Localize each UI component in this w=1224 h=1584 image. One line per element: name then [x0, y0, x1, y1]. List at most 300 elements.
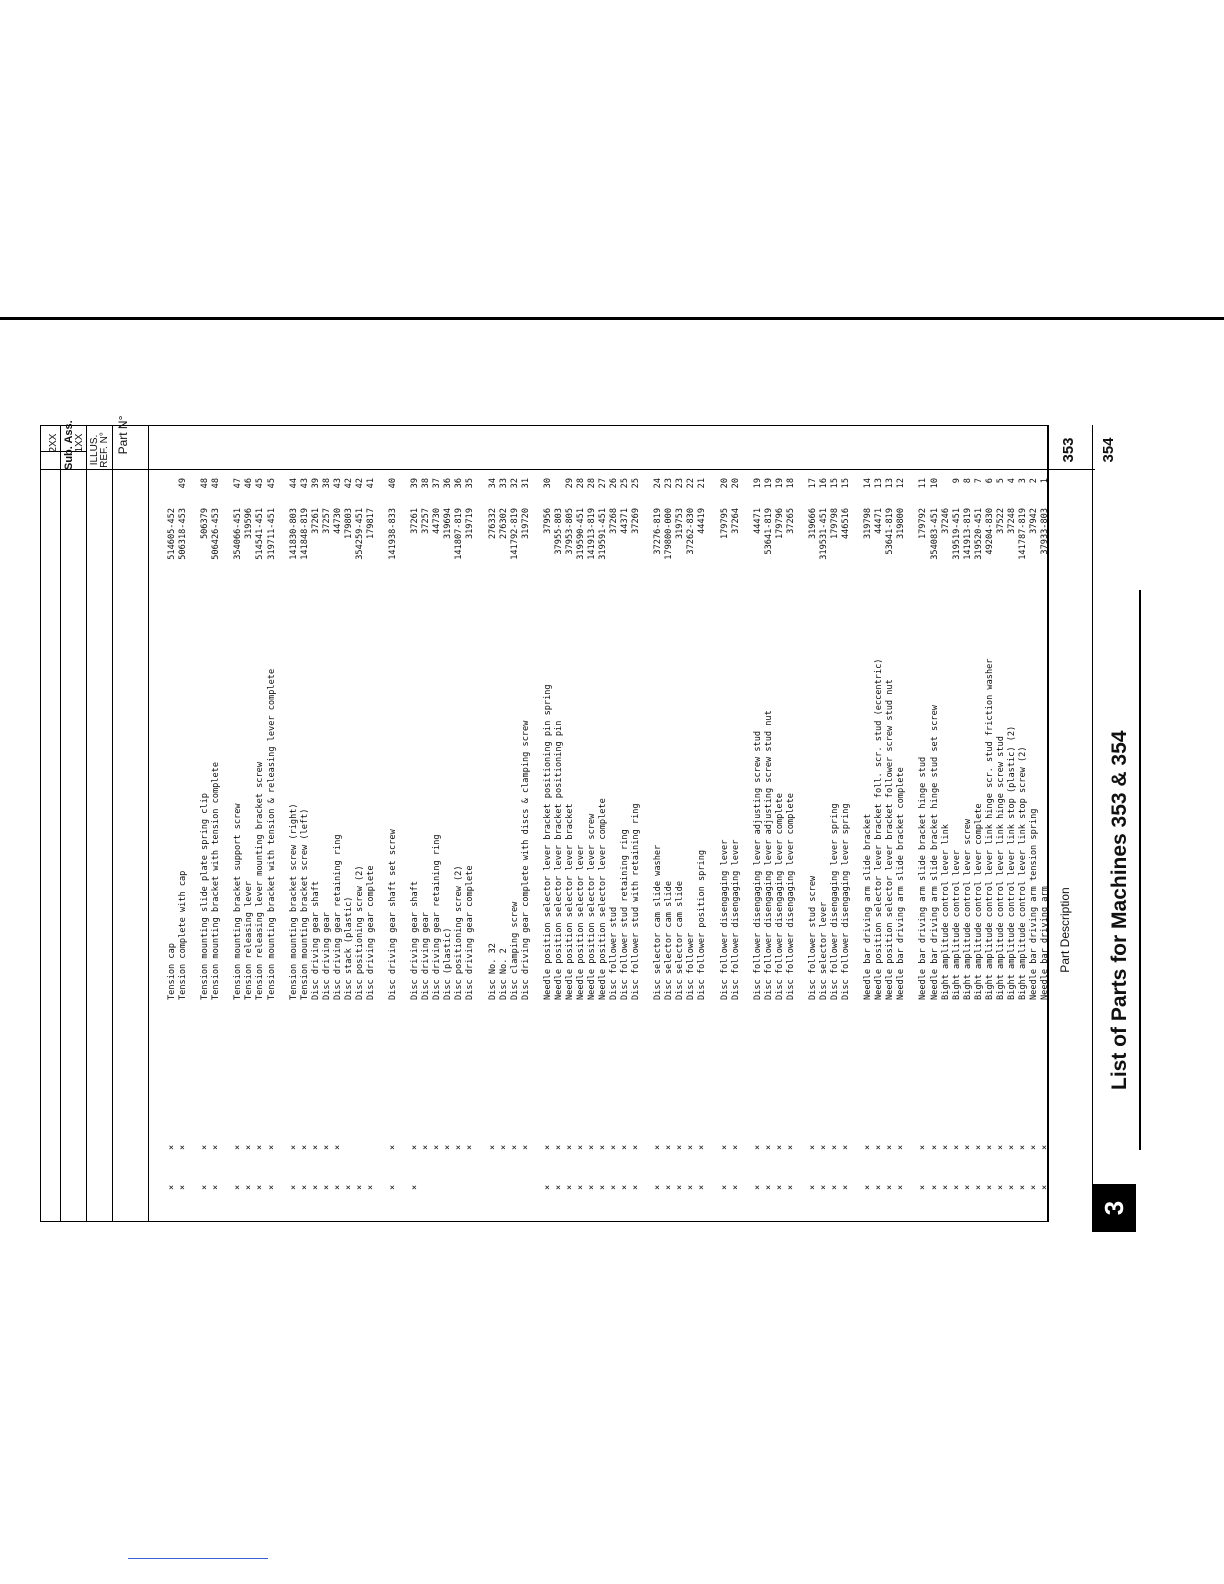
mark-353: × — [299, 1144, 310, 1150]
header-part-no: Part N° — [116, 415, 130, 455]
ref-number: 39 — [410, 478, 421, 489]
mark-354: × — [697, 1184, 708, 1190]
part-description: Needle position selector lever bracket follower screw stud nut — [885, 679, 896, 1000]
mark-354: × — [653, 1184, 664, 1190]
part-description: Tension mounting bracket with tension complete — [211, 762, 222, 1000]
ref-number: 36 — [454, 478, 465, 489]
ref-number: 25 — [620, 478, 631, 489]
mark-353: × — [730, 1144, 741, 1150]
part-description: Disc selector cam slide washer — [653, 844, 664, 1000]
part-number: 141830-803 — [288, 508, 299, 560]
mark-353: × — [863, 1144, 874, 1150]
part-description: Needle position selector lever — [575, 844, 586, 1000]
mark-354: × — [1006, 1184, 1017, 1190]
mark-353: × — [421, 1144, 432, 1150]
mark-353: × — [1006, 1144, 1017, 1150]
ref-number: 19 — [752, 478, 763, 489]
part-description: Disc positioning screw (2) — [354, 865, 365, 1000]
part-description: Disc stack (plastic) — [343, 896, 354, 1000]
mark-354: × — [918, 1184, 929, 1190]
mark-353: × — [575, 1144, 586, 1150]
ref-number: 38 — [321, 478, 332, 489]
part-description: Tension mounting bracket with tension & releasing lever complete — [266, 668, 277, 1000]
part-description: Disc follower stud with retaining ring — [631, 803, 642, 1000]
mark-354: × — [365, 1184, 376, 1190]
mark-354: × — [719, 1184, 730, 1190]
part-number: 319590-451 — [575, 508, 586, 560]
mark-353: × — [388, 1144, 399, 1150]
part-number: 319531-451 — [819, 508, 829, 560]
ref-number: 28 — [586, 478, 597, 489]
ref-number: 19 — [774, 478, 785, 489]
mark-354: × — [863, 1184, 874, 1190]
ref-number: 38 — [421, 478, 432, 489]
mark-353: × — [995, 1144, 1006, 1150]
ref-number: 3 — [1017, 478, 1028, 484]
part-description: Bight amplitude control lever link stop (plastic) (2) — [1006, 725, 1017, 1000]
part-number: 276302 — [498, 508, 509, 540]
part-number: 506318-453 — [178, 508, 189, 560]
mark-353: × — [520, 1144, 531, 1150]
part-description: Tension mounting bracket screw (left) — [299, 808, 310, 1000]
part-description: Disc driving gear complete — [365, 865, 376, 1000]
part-description: Disc follower disengaging lever complete — [774, 793, 785, 1000]
ref-number: 20 — [719, 478, 730, 489]
part-number: 319596 — [244, 508, 255, 540]
part-number: 141913-819 — [586, 508, 597, 560]
mark-354: × — [178, 1184, 189, 1190]
mark-354: × — [310, 1184, 321, 1190]
part-description: Disc follower stud retaining ring — [620, 829, 631, 1000]
page-badge: 3 — [1092, 1184, 1136, 1232]
part-number: 506426-453 — [211, 508, 222, 560]
mark-354: × — [1017, 1184, 1028, 1190]
ref-number: 34 — [487, 478, 498, 489]
part-number: 514605-452 — [167, 508, 178, 560]
mark-353: × — [719, 1144, 730, 1150]
part-number: 506379 — [200, 508, 211, 540]
mark-354: × — [1040, 1184, 1050, 1190]
mark-354: × — [564, 1184, 575, 1190]
ref-number: 45 — [255, 478, 266, 489]
part-description: Needle bar driving arm slide bracket hinge stud set screw — [929, 705, 940, 1000]
mark-353: × — [598, 1144, 608, 1150]
mark-354: × — [553, 1184, 564, 1190]
ref-number: 44 — [288, 478, 299, 489]
ref-number: 23 — [664, 478, 675, 489]
mark-354: × — [1028, 1184, 1039, 1190]
ref-number: 43 — [299, 478, 310, 489]
part-description: Bight amplitude control lever link — [940, 824, 951, 1000]
mark-354: × — [631, 1184, 642, 1190]
mark-353: × — [586, 1144, 597, 1150]
rotated-page — [0, 324, 1224, 1584]
ref-number: 43 — [332, 478, 343, 489]
part-description: Tension mounting slide plate spring clip — [200, 793, 211, 1000]
ref-number: 37 — [432, 478, 443, 489]
mark-353: × — [564, 1144, 575, 1150]
part-description: Disc follower disengaging lever spring — [830, 803, 841, 1000]
ref-number: 48 — [211, 478, 222, 489]
part-description: Disc selector cam slide — [675, 881, 686, 1000]
mark-354: × — [819, 1184, 829, 1190]
part-number: 37268 — [609, 508, 620, 534]
part-description: Disc No. 32 — [487, 943, 498, 1000]
mark-353: × — [167, 1144, 178, 1150]
mark-353: × — [653, 1144, 664, 1150]
mark-353: × — [454, 1144, 465, 1150]
header-part-desc: Part Description — [1058, 887, 1072, 973]
ref-number: 32 — [509, 478, 520, 489]
mark-353: × — [266, 1144, 277, 1150]
part-number: 37264 — [730, 508, 741, 534]
mark-354: × — [686, 1184, 697, 1190]
part-number: 319800 — [896, 508, 907, 540]
mark-354: × — [343, 1184, 354, 1190]
mark-354: × — [410, 1184, 421, 1190]
mark-353: × — [697, 1144, 708, 1150]
mark-353: × — [984, 1144, 995, 1150]
part-description: Disc driving gear shaft — [410, 881, 421, 1000]
ref-number: 10 — [929, 478, 940, 489]
part-number: 514541-451 — [255, 508, 266, 560]
part-number: 319719 — [465, 508, 476, 540]
part-number: 49204-830 — [984, 508, 995, 555]
part-description: Tension mounting bracket support screw — [233, 803, 244, 1000]
ref-number: 29 — [564, 478, 575, 489]
ref-number: 1 — [1040, 478, 1050, 484]
part-description: Disc follower disengaging lever complete — [785, 793, 796, 1000]
part-description: Bight amplitude control lever link hinge scr. stud friction washer — [984, 658, 995, 1000]
mark-354: × — [609, 1184, 620, 1190]
mark-354: × — [266, 1184, 277, 1190]
header-sub-ass: Sub. Ass. — [63, 420, 75, 470]
part-number: 179817 — [365, 508, 376, 540]
part-number: 37261 — [410, 508, 421, 534]
mark-354: × — [167, 1184, 178, 1190]
part-number: 37265 — [785, 508, 796, 534]
part-number: 179796 — [774, 508, 785, 540]
part-description: Disc driving gear shaft set screw — [388, 829, 399, 1000]
mark-354: × — [255, 1184, 266, 1190]
mark-354: × — [288, 1184, 299, 1190]
part-number: 319519-451 — [951, 508, 962, 560]
mark-354: × — [984, 1184, 995, 1190]
ref-number: 5 — [995, 478, 1006, 484]
mark-353: × — [233, 1144, 244, 1150]
mark-353: × — [951, 1144, 962, 1150]
part-description: Needle position selector lever screw — [586, 813, 597, 1000]
mark-354: × — [598, 1184, 608, 1190]
mark-354: × — [200, 1184, 211, 1190]
ref-number: 41 — [365, 478, 376, 489]
mark-353: × — [918, 1144, 929, 1150]
ref-number: 26 — [609, 478, 620, 489]
part-number: 319720 — [520, 508, 531, 540]
mark-354: × — [774, 1184, 785, 1190]
part-description: Bight amplitude control lever link hinge screw stud — [995, 736, 1006, 1000]
mark-353: × — [830, 1144, 841, 1150]
mark-354: × — [664, 1184, 675, 1190]
ref-number: 8 — [962, 478, 973, 484]
mark-353: × — [609, 1144, 620, 1150]
ref-number: 20 — [730, 478, 741, 489]
ref-number: 28 — [575, 478, 586, 489]
part-description: Disc follower — [686, 932, 697, 1000]
part-number: 354259-451 — [354, 508, 365, 560]
part-description: Tension mounting bracket screw (right) — [288, 803, 299, 1000]
mark-353: × — [929, 1144, 940, 1150]
mark-353: × — [896, 1144, 907, 1150]
col-sep-354 — [1092, 425, 1093, 1222]
part-description: Bight amplitude control lever complete — [973, 803, 984, 1000]
mark-354: × — [321, 1184, 332, 1190]
part-description: Disc selector cam slide — [664, 881, 675, 1000]
ref-number: 4 — [1006, 478, 1017, 484]
part-description: Disc No. 2 — [498, 948, 509, 1000]
mark-353: × — [785, 1144, 796, 1150]
part-description: Disc driving gear retaining ring — [332, 834, 343, 1000]
ref-number: 15 — [830, 478, 841, 489]
mark-354: × — [586, 1184, 597, 1190]
part-number: 141848-819 — [299, 508, 310, 560]
part-number: 37257 — [421, 508, 432, 534]
mark-353: × — [553, 1144, 564, 1150]
mark-353: × — [774, 1144, 785, 1150]
part-description: Disc follower disengaging lever — [730, 839, 741, 1000]
ref-number: 35 — [465, 478, 476, 489]
part-number: 44471 — [752, 508, 763, 534]
mark-353: × — [940, 1144, 951, 1150]
mark-353: × — [752, 1144, 763, 1150]
mark-353: × — [962, 1144, 973, 1150]
mark-354: × — [896, 1184, 907, 1190]
part-number: 179792 — [918, 508, 929, 540]
ref-number: 9 — [951, 478, 962, 484]
part-description: Disc selector lever — [819, 901, 829, 1000]
part-number: 319591-451 — [598, 508, 608, 560]
mark-354: × — [211, 1184, 222, 1190]
mark-353: × — [410, 1144, 421, 1150]
mark-354: × — [962, 1184, 973, 1190]
mark-353: × — [321, 1144, 332, 1150]
mark-353: × — [465, 1144, 476, 1150]
part-description: Disc follower disengaging lever spring — [841, 803, 852, 1000]
ref-number: 31 — [520, 478, 531, 489]
mark-353: × — [211, 1144, 222, 1150]
part-number: 53641-819 — [763, 508, 774, 555]
mark-353: × — [288, 1144, 299, 1150]
mark-354: × — [575, 1184, 586, 1190]
mark-353: × — [819, 1144, 829, 1150]
ref-number: 18 — [785, 478, 796, 489]
mark-353: × — [885, 1144, 896, 1150]
part-number: 37522 — [995, 508, 1006, 534]
part-description: Disc follower stud screw — [807, 875, 818, 1000]
ref-number: 42 — [354, 478, 365, 489]
ref-number: 12 — [896, 478, 907, 489]
mark-353: × — [1028, 1144, 1039, 1150]
header-353: 353 — [1060, 437, 1077, 463]
mark-354: × — [752, 1184, 763, 1190]
part-description: Disc driving gear retaining ring — [432, 834, 443, 1000]
mark-354: × — [874, 1184, 885, 1190]
part-description: Tension releasing lever mounting bracket screw — [255, 762, 266, 1000]
header-354: 354 — [1100, 437, 1117, 463]
part-number: 44730 — [332, 508, 343, 534]
mark-353: × — [807, 1144, 818, 1150]
header-1xx: 1XX — [74, 433, 85, 453]
part-description: Disc driving gear complete with discs & clamping screw — [520, 720, 531, 1000]
part-number: 354066-451 — [233, 508, 244, 560]
mark-354: × — [951, 1184, 962, 1190]
part-description: Needle position selector lever bracket — [564, 803, 575, 1000]
part-description: Bight amplitude control lever screw — [962, 818, 973, 1000]
mark-353: × — [686, 1144, 697, 1150]
part-number: 319694 — [443, 508, 454, 540]
part-number: 276332 — [487, 508, 498, 540]
ref-number: 40 — [388, 478, 399, 489]
header-separator — [40, 469, 1095, 470]
part-description: Needle bar driving arm slide bracket — [863, 813, 874, 1000]
part-number: 319666 — [807, 508, 818, 540]
mark-354: × — [807, 1184, 818, 1190]
part-description: Tension cap — [167, 943, 178, 1000]
part-number: 37246 — [940, 508, 951, 534]
ref-number: 16 — [819, 478, 829, 489]
mark-353: × — [631, 1144, 642, 1150]
part-number: 354083-451 — [929, 508, 940, 560]
part-description: Disc positioning screw (2) — [454, 865, 465, 1000]
part-number: 179798 — [830, 508, 841, 540]
header-2xx: 2XX — [48, 433, 59, 453]
mark-353: × — [763, 1144, 774, 1150]
mark-353: × — [443, 1144, 454, 1150]
mark-354: × — [354, 1184, 365, 1190]
part-number: 179803 — [343, 508, 354, 540]
mark-354: × — [244, 1184, 255, 1190]
part-number: 37262-830 — [686, 508, 697, 555]
mark-353: × — [310, 1144, 321, 1150]
part-number: 44730 — [432, 508, 443, 534]
ref-number: 7 — [973, 478, 984, 484]
part-number: 37933-803 — [1040, 508, 1050, 555]
ref-number: 42 — [343, 478, 354, 489]
ref-number: 33 — [498, 478, 509, 489]
part-description: Needle position selector lever bracket foll. scr. stud (eccentric) — [874, 658, 885, 1000]
part-number: 319753 — [675, 508, 686, 540]
part-number: 179795 — [719, 508, 730, 540]
ref-number: 15 — [841, 478, 852, 489]
part-number: 37261 — [310, 508, 321, 534]
col-sep-1xx — [86, 425, 87, 1222]
part-description: Needle position selector lever bracket positioning pin — [553, 720, 564, 1000]
mark-353: × — [874, 1144, 885, 1150]
ref-number: 45 — [266, 478, 277, 489]
part-description: Disc follower stud — [609, 906, 620, 1000]
part-number: 319711-451 — [266, 508, 277, 560]
mark-353: × — [675, 1144, 686, 1150]
ref-number: 23 — [675, 478, 686, 489]
ref-number: 19 — [763, 478, 774, 489]
part-number: 141787-819 — [1017, 508, 1028, 560]
col-sep-ref — [112, 425, 113, 1222]
mark-354: × — [299, 1184, 310, 1190]
part-number: 37953-805 — [564, 508, 575, 555]
ref-number: 25 — [631, 478, 642, 489]
ref-number: 48 — [200, 478, 211, 489]
page-title: List of Parts for Machines 353 & 354 — [1108, 730, 1131, 1090]
mark-354: × — [830, 1184, 841, 1190]
part-description: Tension releasing lever — [244, 881, 255, 1000]
part-description: Disc follower position spring — [697, 849, 708, 1000]
part-description: Tension complete with cap — [178, 870, 189, 1000]
part-number: 141807-819 — [454, 508, 465, 560]
part-number: 53641-819 — [885, 508, 896, 555]
part-number: 44419 — [697, 508, 708, 534]
mark-353: × — [1040, 1144, 1050, 1150]
header-ref: ILLUS. REF. N° — [89, 432, 110, 468]
mark-353: × — [542, 1144, 553, 1150]
mark-353: × — [432, 1144, 443, 1150]
mark-354: × — [940, 1184, 951, 1190]
part-number: 319798 — [863, 508, 874, 540]
col-sep-sub — [60, 425, 61, 1222]
title-rule — [1139, 590, 1141, 1150]
part-description: Disc driving gear — [321, 912, 332, 1000]
part-number: 446516 — [841, 508, 852, 540]
ref-number: 47 — [233, 478, 244, 489]
mark-354: × — [730, 1184, 741, 1190]
part-description: Disc driving gear complete — [465, 865, 476, 1000]
mark-353: × — [487, 1144, 498, 1150]
part-number: 37955-803 — [553, 508, 564, 555]
part-description: Disc (plastic) — [443, 927, 454, 1000]
mark-353: × — [841, 1144, 852, 1150]
part-number: 141913-819 — [962, 508, 973, 560]
ref-number: 22 — [686, 478, 697, 489]
mark-354: × — [973, 1184, 984, 1190]
part-description: Disc follower disengaging lever — [719, 839, 730, 1000]
ref-number: 39 — [310, 478, 321, 489]
ref-number: 6 — [984, 478, 995, 484]
part-number: 44471 — [874, 508, 885, 534]
mark-354: × — [785, 1184, 796, 1190]
part-description: Disc follower disengaging lever adjusting screw stud nut — [763, 710, 774, 1000]
ref-number: 24 — [653, 478, 664, 489]
ref-number: 30 — [542, 478, 553, 489]
mark-354: × — [675, 1184, 686, 1190]
part-number: 37269 — [631, 508, 642, 534]
mark-353: × — [509, 1144, 520, 1150]
top-rule — [0, 317, 1224, 320]
part-description: Needle position selector lever bracket positioning pin spring — [542, 684, 553, 1000]
part-number: 37956 — [542, 508, 553, 534]
mark-354: × — [995, 1184, 1006, 1190]
mark-354: × — [542, 1184, 553, 1190]
mark-353: × — [200, 1144, 211, 1150]
part-description: Disc driving gear shaft — [310, 881, 321, 1000]
ref-number: 13 — [874, 478, 885, 489]
part-description: Needle bar driving arm tension spring — [1028, 808, 1039, 1000]
part-description: Needle bar driving arm slide bracket complete — [896, 767, 907, 1000]
mark-353: × — [244, 1144, 255, 1150]
part-number: 37942 — [1028, 508, 1039, 534]
part-description: Bight amplitude control lever link stop screw (2) — [1017, 746, 1028, 1000]
part-description: Disc follower disengaging lever adjusting screw stud — [752, 730, 763, 1000]
mark-354: × — [620, 1184, 631, 1190]
ref-number: 14 — [863, 478, 874, 489]
